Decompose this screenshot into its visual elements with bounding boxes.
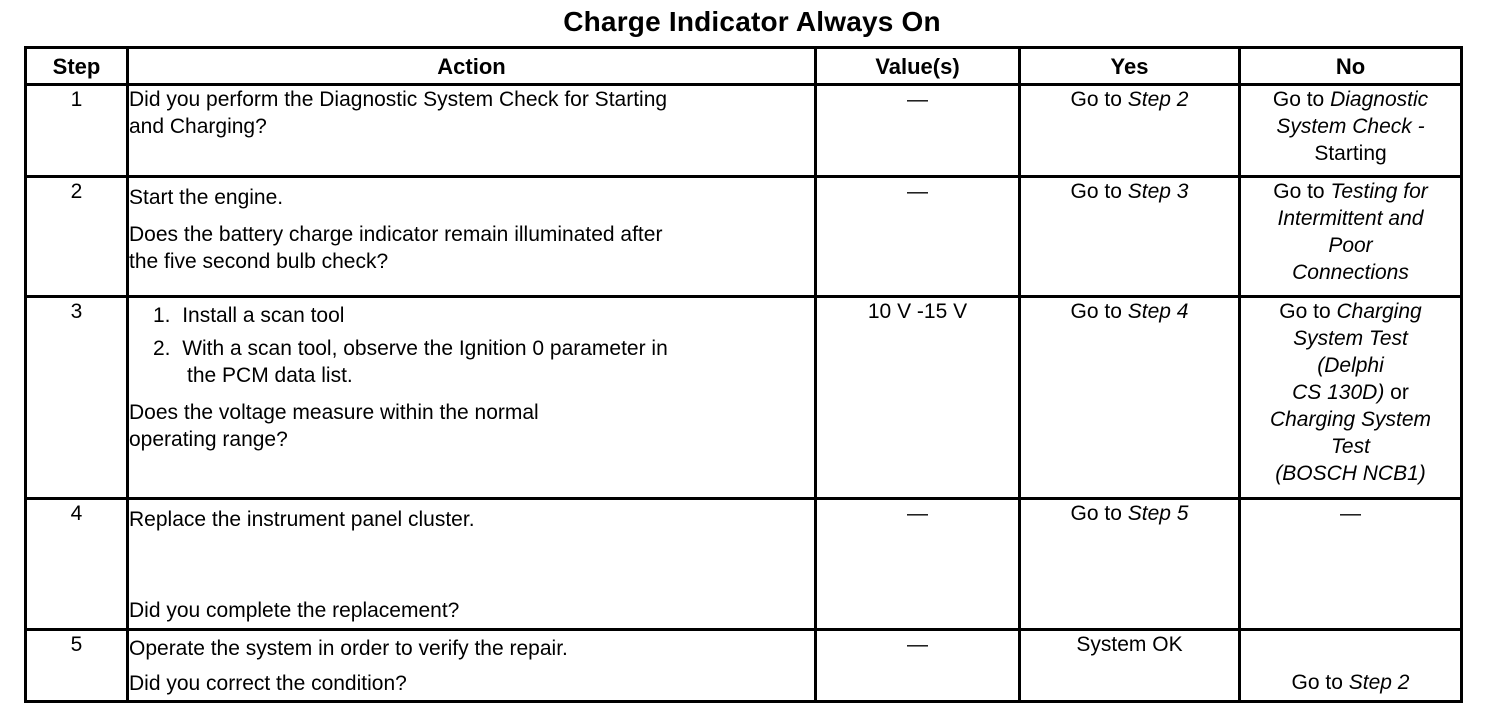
yes-prefix: Go to — [1070, 502, 1122, 525]
value-cell: — — [816, 177, 1020, 297]
no-link[interactable]: Step 2 — [1348, 671, 1410, 694]
action-cell — [128, 177, 816, 297]
header-step: Step — [26, 48, 128, 85]
action-text: and Charging? — [129, 115, 267, 138]
no-cell — [1240, 85, 1462, 177]
value-cell: — — [816, 499, 1020, 630]
yes-prefix: Go to — [1070, 180, 1122, 203]
yes-cell — [1020, 85, 1240, 177]
action-text: Operate the system in order to verify the repair. — [129, 637, 568, 660]
page-title: Charge Indicator Always On — [563, 6, 941, 37]
value-cell: — — [816, 630, 1020, 702]
no-cell — [1240, 177, 1462, 297]
no-link[interactable]: Testing for — [1330, 180, 1428, 203]
no-cell — [1240, 297, 1462, 499]
table-row — [26, 499, 1462, 630]
no-link[interactable]: (BOSCH NCB1) — [1275, 462, 1426, 485]
action-cell — [128, 85, 816, 177]
step-number: 5 — [26, 630, 128, 702]
table-row — [26, 85, 1462, 177]
yes-cell — [1020, 297, 1240, 499]
no-link[interactable]: Diagnostic — [1330, 88, 1429, 111]
action-text: Did you correct the condition? — [129, 672, 407, 695]
no-suffix: Starting — [1314, 142, 1387, 165]
action-text: operating range? — [129, 428, 288, 451]
yes-cell — [1020, 499, 1240, 630]
header-no: No — [1240, 48, 1462, 85]
action-text: Start the engine. — [129, 186, 284, 209]
list-item: 1. Install a scan tool — [153, 304, 345, 327]
value-cell: — — [816, 85, 1020, 177]
action-text: Does the voltage measure within the normal — [129, 401, 539, 424]
table-row — [26, 177, 1462, 297]
yes-prefix: Go to — [1070, 300, 1122, 323]
no-link[interactable]: System Check - — [1276, 115, 1425, 138]
no-cell — [1240, 630, 1462, 702]
no-prefix: Go to — [1273, 180, 1325, 203]
yes-link[interactable]: Step 4 — [1127, 300, 1189, 323]
yes-link[interactable]: Step 3 — [1127, 180, 1189, 203]
yes-prefix: Go to — [1070, 88, 1122, 111]
action-text: Did you perform the Diagnostic System Check for Starting — [129, 88, 668, 111]
step-number: 1 — [26, 85, 128, 177]
header-action: Action — [128, 48, 816, 85]
step-number: 4 — [26, 499, 128, 630]
no-prefix: Go to — [1272, 88, 1325, 111]
table-row — [26, 297, 1462, 499]
no-link[interactable]: Charging — [1336, 300, 1422, 323]
value-cell: 10 V -15 V — [816, 297, 1020, 499]
action-text: Replace the instrument panel cluster. — [129, 508, 475, 531]
action-cell — [128, 297, 816, 499]
no-prefix: Go to — [1279, 300, 1331, 323]
no-prefix: Go to — [1291, 671, 1343, 694]
no-conjunction: or — [1390, 381, 1409, 404]
no-link[interactable]: Intermittent and — [1277, 207, 1424, 230]
yes-cell — [1020, 177, 1240, 297]
no-link[interactable]: (Delphi — [1317, 354, 1384, 377]
step-number: 2 — [26, 177, 128, 297]
table-row — [26, 630, 1462, 702]
list-item-continued: the PCM data list. — [187, 364, 353, 387]
yes-link[interactable]: Step 2 — [1127, 88, 1189, 111]
list-item: 2. With a scan tool, observe the Ignition 0 parameter in — [153, 337, 668, 360]
diagnostic-table — [24, 46, 1463, 703]
action-text: Did you complete the replacement? — [129, 599, 460, 622]
action-text: the five second bulb check? — [129, 250, 389, 273]
action-cell — [128, 630, 816, 702]
header-value: Value(s) — [816, 48, 1020, 85]
header-yes: Yes — [1020, 48, 1240, 85]
step-number: 3 — [26, 297, 128, 499]
no-link[interactable]: System Test — [1293, 327, 1408, 350]
no-cell: — — [1240, 499, 1462, 630]
header-row — [26, 48, 1462, 85]
no-link[interactable]: Poor — [1328, 234, 1373, 257]
yes-cell: System OK — [1020, 630, 1240, 702]
no-link[interactable]: Test — [1331, 435, 1370, 458]
action-text: Does the battery charge indicator remain illuminated after — [129, 223, 663, 246]
action-list — [129, 302, 814, 389]
action-cell — [128, 499, 816, 630]
no-link[interactable]: Charging System — [1269, 408, 1432, 431]
no-link[interactable]: CS 130D) — [1292, 381, 1385, 404]
no-link[interactable]: Connections — [1292, 261, 1409, 284]
yes-link[interactable]: Step 5 — [1127, 502, 1189, 525]
